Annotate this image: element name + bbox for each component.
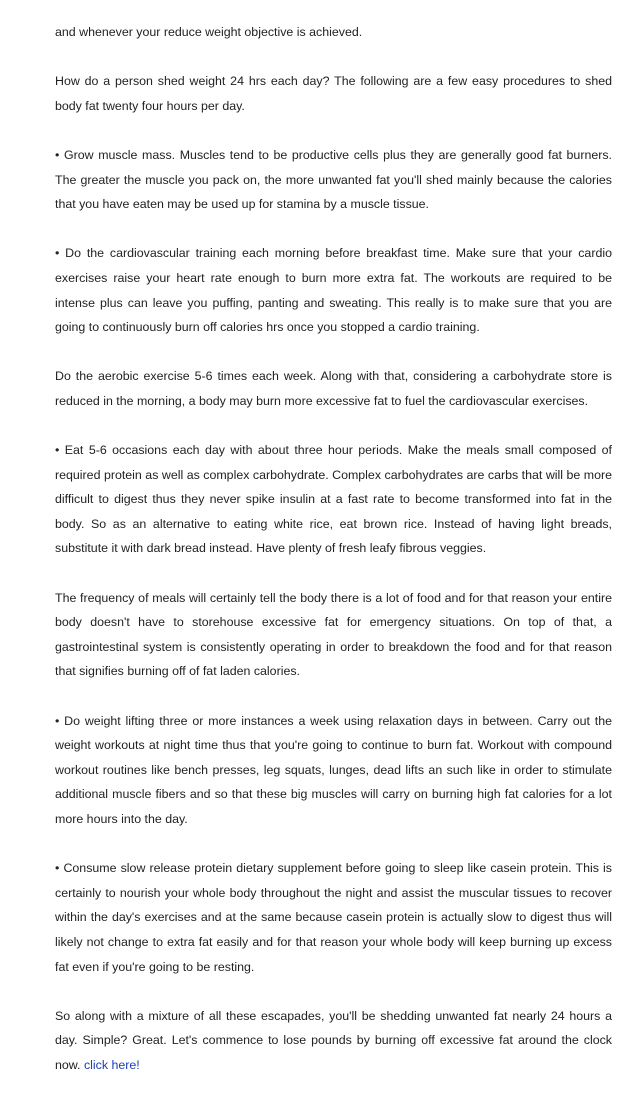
click-here-link[interactable]: click here! (83, 1057, 140, 1072)
document-page (55, 20, 612, 1102)
paragraph-6: • Eat 5-6 occasions each day with about three hour periods. Make the meals small composed of required protein as well as complex carbohydrate. Complex carbohydrates are carbs that will be more difficult to digest thus they never spike insulin at a fast rate to become transformed into fat in the body. So as an alternative to eating white rice, eat brown rice. Instead of having light breads, substitute it with dark bread instead. Have plenty of fresh leafy fibrous veggies. (55, 443, 612, 556)
closing-paragraph (55, 1004, 612, 1078)
closing-text: So along with a mixture of all these escapades, you'll be shedding unwanted fat nearly 24 hours a day. Simple? Great. Let's commence to lose pounds by burning off excessive fat around the clock now. (55, 1008, 612, 1072)
paragraph-1: and whenever your reduce weight objective is achieved. (55, 25, 363, 39)
paragraph-7: The frequency of meals will certainly tell the body there is a lot of food and for that reason your entire body doesn't have to storehouse excessive fat for emergency situations. On top of that, a gastrointestinal system is consistently operating in order to breakdown the food and for that reason that signifies burning off of fat laden calories. (55, 590, 612, 679)
paragraph-4: • Do the cardiovascular training each morning before breakfast time. Make sure that your cardio exercises raise your heart rate enough to burn more extra fat. The workouts are required to be intense plus can leave you puffing, panting and sweating. This really is to make sure that you are going to continuously burn off calories hrs once you stopped a cardio training. (55, 246, 612, 335)
paragraph-5: Do the aerobic exercise 5-6 times each week. Along with that, considering a carbohydrate store is reduced in the morning, a body may burn more excessive fat to fuel the cardiovascular exercises. (55, 369, 612, 408)
paragraph-2: How do a person shed weight 24 hrs each day? The following are a few easy procedures to shed body fat twenty four hours per day. (55, 74, 612, 113)
paragraph-3: • Grow muscle mass. Muscles tend to be productive cells plus they are generally good fat burners. The greater the muscle you pack on, the more unwanted fat you'll shed mainly because the calories that you have eaten may be used up for stamina by a muscle tissue. (55, 147, 612, 212)
paragraph-9: • Consume slow release protein dietary supplement before going to sleep like casein protein. This is certainly to nourish your whole body throughout the night and assist the muscular tissues to recover within the day's exercises and at the same because casein protein is actually slow to digest thus will likely not change to extra fat easily and for that reason your whole body will keep burning up excess fat even if you're going to be resting. (55, 861, 612, 974)
paragraph-8: • Do weight lifting three or more instances a week using relaxation days in between. Carry out the weight workouts at night time thus that you're going to continue to burn fat. Workout with compound workout routines like bench presses, leg squats, lunges, dead lifts an such like in order to stimulate additional muscle fibers and so that these big muscles will carry on burning high fat calories for a lot more hours into the day. (55, 713, 612, 826)
